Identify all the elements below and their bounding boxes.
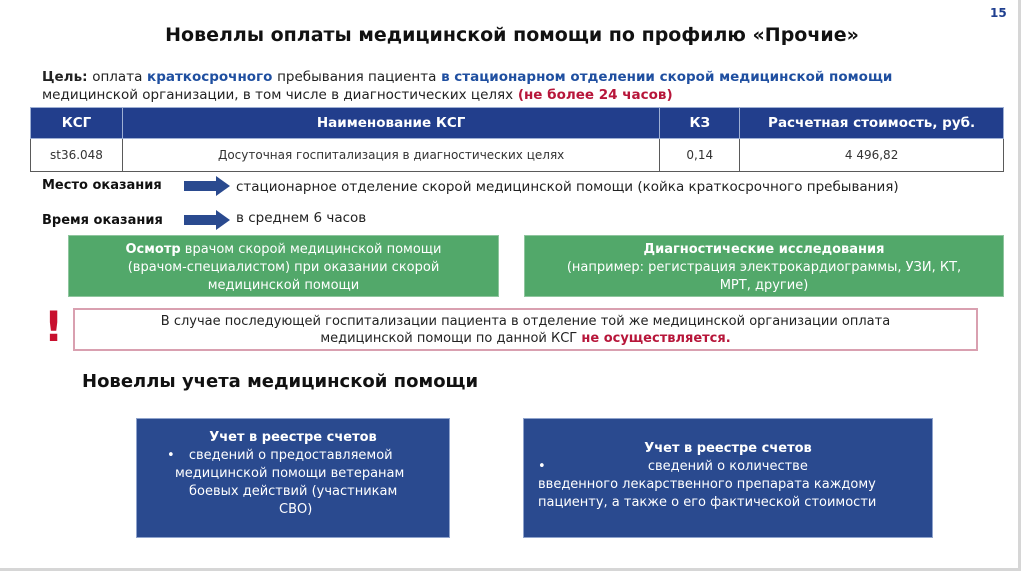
cell-ksg-name: Досуточная госпитализация в диагностических целях: [122, 139, 659, 172]
column-header-name: Наименование КСГ: [122, 108, 659, 139]
bullet-icon: •: [167, 448, 175, 463]
goal-label: Цель:: [42, 69, 88, 85]
card-right-heading: Учет в реестре счетов: [644, 441, 812, 456]
cell-ksg-code: st36.048: [31, 139, 123, 172]
goal-text-1: оплата: [92, 69, 143, 85]
registry-card-drugs: [523, 418, 933, 538]
diagnostics-box-title: Диагностические исследования: [643, 242, 885, 257]
card-right-line-2: введенного лекарственного препарата каждому: [538, 477, 876, 492]
arrow-right-icon: [184, 210, 230, 230]
time-value: в среднем 6 часов: [236, 210, 367, 226]
cell-cost: 4 496,82: [740, 139, 1004, 172]
bullet-icon: •: [538, 459, 546, 474]
arrow-right-icon: [184, 176, 230, 196]
time-label: Время оказания: [42, 213, 163, 228]
column-header-cost: Расчетная стоимость, руб.: [740, 108, 1004, 139]
cell-kz: 0,14: [660, 139, 740, 172]
goal-text-6: (не более 24 часов): [517, 87, 673, 103]
column-header-ksg: КСГ: [31, 108, 123, 139]
exam-box-text-1: врачом скорой медицинской помощи: [184, 242, 442, 257]
exam-box-text-2: (врачом-специалистом) при оказании скорой: [127, 260, 440, 275]
goal-statement: [42, 68, 982, 104]
diagnostics-box: [524, 235, 1004, 297]
goal-text-2: краткосрочного: [147, 69, 273, 85]
ksg-table: [30, 107, 1004, 172]
goal-text-5: медицинской организации, в том числе в диагностических целях: [42, 87, 514, 103]
diagnostics-box-text-2: МРТ, другие): [719, 278, 809, 293]
goal-text-4: в стационарном отделении скорой медицинской помощи: [441, 69, 893, 85]
column-header-kz: КЗ: [660, 108, 740, 139]
warning-box: [73, 308, 978, 351]
card-left-heading: Учет в реестре счетов: [209, 430, 377, 445]
diagnostics-box-text-1: (например: регистрация электрокардиограммы, УЗИ, КТ,: [566, 260, 962, 275]
exam-box: [68, 235, 499, 297]
card-right-line-1: сведений о количестве: [647, 459, 808, 474]
table-row: [31, 139, 1004, 172]
warning-line-2: медицинской помощи по данной КСГ: [320, 331, 578, 346]
card-left-line-2: медицинской помощи ветеранам: [175, 466, 405, 481]
page-number: 15: [990, 6, 1007, 20]
place-value: стационарное отделение скорой медицинской помощи (койка краткосрочного пребывания): [236, 179, 899, 195]
card-left-line-4: СВО): [279, 502, 313, 517]
card-left-line-3: боевых действий (участникам: [189, 484, 398, 499]
warning-emphasis: не осуществляется.: [581, 331, 731, 346]
warning-line-1: В случае последующей госпитализации пациента в отделение той же медицинской организации оплата: [160, 314, 891, 329]
goal-text-3: пребывания пациента: [277, 69, 437, 85]
exclamation-icon: !: [44, 302, 64, 351]
exam-box-bold: Осмотр: [125, 242, 181, 257]
registry-card-veterans: [136, 418, 450, 538]
card-left-line-1: сведений о предоставляемой: [188, 448, 393, 463]
table-header-row: [31, 108, 1004, 139]
page-title: Новеллы оплаты медицинской помощи по профилю «Прочие»: [165, 24, 859, 46]
exam-box-text-3: медицинской помощи: [207, 278, 360, 293]
card-right-line-3: пациенту, а также о его фактической стоимости: [538, 495, 877, 510]
place-label: Место оказания: [42, 178, 162, 193]
section-title: Новеллы учета медицинской помощи: [82, 371, 479, 392]
